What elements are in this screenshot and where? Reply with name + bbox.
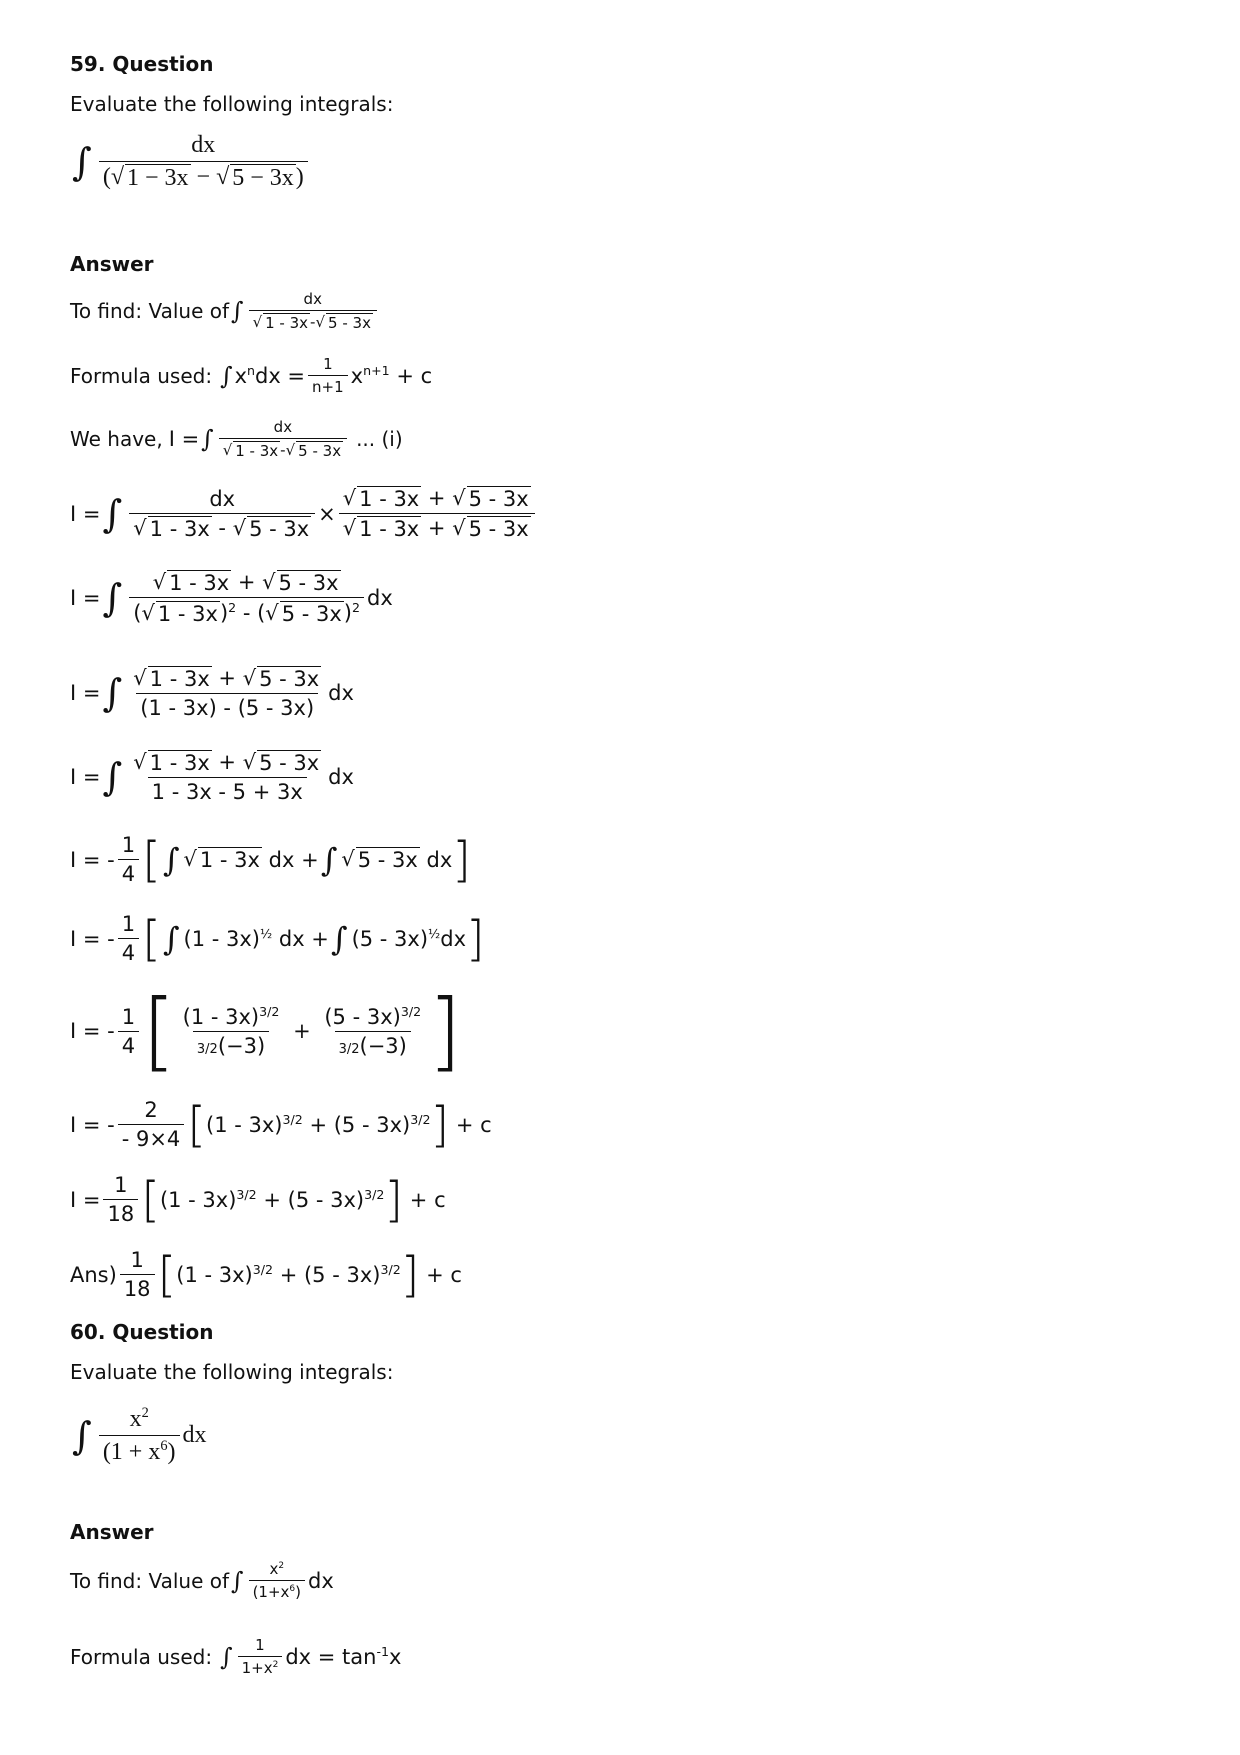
formula-used-label-60: Formula used: [70,1644,213,1669]
equation-reference: ... (i) [356,427,403,451]
formula-used-label: Formula used: [70,363,213,388]
we-have-label: We have, [70,427,163,451]
answer-59-label: Answer [70,252,154,276]
ans-label: Ans) [70,1262,117,1287]
answer-60-formula: Formula used: ∫ $\frac{1}{1+x^2}$ dx = $\tan^{-1}x$ [70,1636,402,1677]
step-5: I = - $\frac{1}{4}$ [ ∫ √ 1 - 3x dx + ∫ √ 5 - 3x dx ] [70,831,471,888]
step-8: I = - $\frac{2}{- 9\times 4}$ [ (1 - 3x)$^{3/2}$ + (5 - 3x)$^{3/2}$ ] + c [70,1096,492,1153]
step-2: I = ∫ √ 1 - 3x + √ 5 - 3x ( √ 1 - 3x )$^2$ - ( √ 5 - 3x )$^2$ dx [70,570,393,626]
question-59-title: 59. Question [70,52,214,76]
answer-59-we-have: We have, I = ∫ dx √ 1 - 3x - √ 5 - 3x ... (i) [70,418,403,460]
step-4: I = ∫ √ 1 - 3x + √ 5 - 3x 1 - 3x - 5 + 3x dx [70,750,354,804]
to-find-label: To find: Value of [70,299,230,323]
answer-60-label: Answer [70,1520,154,1544]
step-3: I = ∫ √ 1 - 3x + √ 5 - 3x (1 - 3x) - (5 - 3x) dx [70,666,354,720]
question-59-prompt: Evaluate the following integrals: [70,92,394,116]
step-9: I = $\frac{1}{18}$ [ (1 - 3x)$^{3/2}$ + (5 - 3x)$^{3/2}$ ] + c [70,1171,446,1228]
question-60-integral: ∫ $\frac{x^2}{(1 + x^6)}$ dx [72,1405,207,1465]
final-answer-59: Ans) $\frac{1}{18}$ [ (1 - 3x)$^{3/2}$ + (5 - 3x)$^{3/2}$ ] + c [70,1246,462,1303]
step-7: I = - $\frac{1}{4}$ [ $\frac{(1 - 3x)^{3/2}}{3/2(-3)}$ + $\frac{(5 - 3x)^{3/2}}{3/2(-3)}$ ] [70,981,462,1081]
answer-59-to-find: To find: Value of ∫ dx √ 1 - 3x - √ 5 - 3x [70,290,380,332]
question-60-title: 60. Question [70,1320,214,1344]
to-find-label-60: To find: Value of [70,1568,230,1593]
answer-60-to-find: To find: Value of ∫ $\frac{x^2}{(1+x^6)}$ dx [70,1560,334,1601]
question-60-prompt: Evaluate the following integrals: [70,1360,394,1384]
step-6: I = - $\frac{1}{4}$ [ ∫ (1 - 3x)$^{\frac{1}{2}}$ dx + ∫ (5 - 3x)$^{\frac{1}{2}}$dx ] [70,910,485,967]
answer-59-formula: Formula used: ∫ $x^ndx$ = $\frac{1}{n+1}$ $x^{n+1} + c$ [70,355,433,396]
step-1: I = ∫ dx √ 1 - 3x - √ 5 - 3x × √ 1 - 3x + √ 5 - 3x √ 1 - 3x + √ 5 - 3x [70,486,538,541]
question-59-integral: ∫ dx ( √ 1 − 3x − √ 5 − 3x ) [70,132,311,192]
